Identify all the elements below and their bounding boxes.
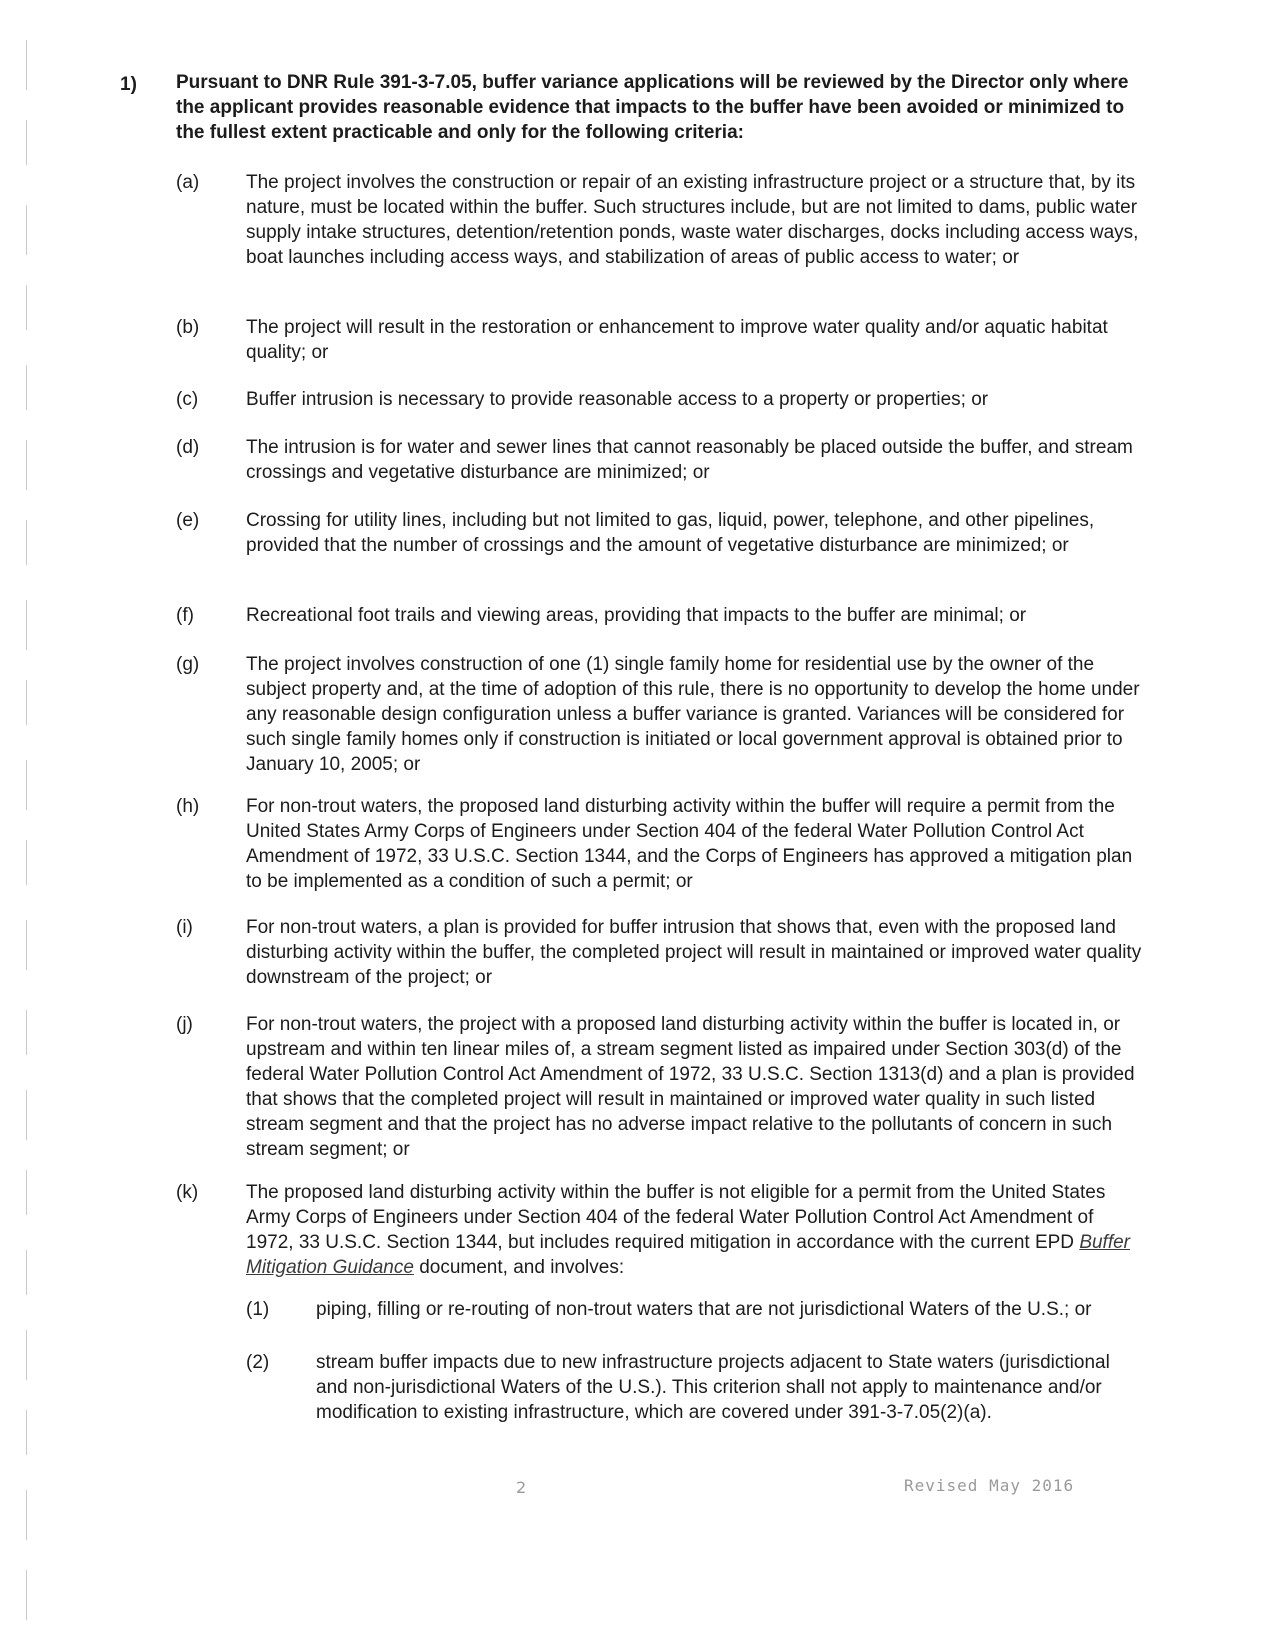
criterion-text-part: The proposed land disturbing activity within the buffer is not eligible for a permit from the United States Army Corps of Engineers under Section 404 of the federal Water Pollution Control Act Amendment of 1972, 33 U.S.C. Section 1344, but includes required mitigation in accordance with the current EPD — [246, 1182, 1106, 1253]
scan-edge-mark — [26, 680, 27, 725]
criterion-text-part: document, and involves: — [413, 1257, 625, 1278]
criterion-letter: (a) — [176, 172, 200, 193]
scan-edge-mark — [26, 1010, 27, 1055]
scan-edge-mark — [26, 1410, 27, 1455]
item-number: 1) — [120, 74, 137, 95]
scan-edge-mark — [26, 365, 27, 410]
scan-edge-mark — [26, 40, 27, 90]
criterion-text: Buffer intrusion is necessary to provide reasonable access to a property or properties; or — [246, 389, 989, 410]
buffer-mitigation-guidance-link[interactable]: Buffer Mitigation Guidance — [246, 1232, 1131, 1278]
criterion-letter: (d) — [176, 437, 200, 458]
criterion-text: For non-trout waters, a plan is provided for buffer intrusion that shows that, even with the proposed land disturbing activity within the buffer, the completed project will result in maintained or improved water quality downstream of the project; or — [246, 917, 1142, 988]
criterion-text: Recreational foot trails and viewing areas, providing that impacts to the buffer are minimal; or — [246, 605, 1027, 626]
criterion-letter: (b) — [176, 317, 200, 338]
sub-criterion-text: piping, filling or re-routing of non-trout waters that are not jurisdictional Waters of the U.S.; or — [316, 1299, 1092, 1320]
criterion-letter: (f) — [176, 605, 194, 626]
criterion-text: The project involves the construction or repair of an existing infrastructure project or a structure that, by its nature, must be located within the buffer. Such structures include, but are not limited to dams, public water supply intake structures, detention/retention ponds, waste water discharges, docks including access ways, boat launches including access ways, and stabilization of areas of public access to water; or — [246, 172, 1139, 268]
sub-criterion-number: (1) — [246, 1299, 270, 1320]
criterion-text — [246, 1180, 1146, 1280]
item-heading: Pursuant to DNR Rule 391-3-7.05, buffer variance applications will be reviewed by the Director only where the applicant provides reasonable evidence that impacts to the buffer have been avoided or minimized to the fullest extent practicable and only for the following criteria: — [176, 72, 1129, 143]
sub-criterion-number: (2) — [246, 1352, 270, 1373]
scan-edge-mark — [26, 600, 27, 650]
scan-edge-mark — [26, 1570, 27, 1620]
criterion-letter: (i) — [176, 917, 193, 938]
criterion-letter: (h) — [176, 796, 200, 817]
scan-edge-mark — [26, 920, 27, 970]
criterion-text: The intrusion is for water and sewer lines that cannot reasonably be placed outside the buffer, and stream crossings and vegetative disturbance are minimized; or — [246, 437, 1133, 483]
scan-edge-mark — [26, 205, 27, 255]
scan-edge-mark — [26, 1250, 27, 1295]
criterion-letter: (c) — [176, 389, 199, 410]
scan-edge-mark — [26, 840, 27, 885]
scan-edge-mark — [26, 440, 27, 490]
page-number: 2 — [516, 1478, 527, 1497]
scan-edge-mark — [26, 760, 27, 810]
criterion-text: The project will result in the restoration or enhancement to improve water quality and/or aquatic habitat quality; or — [246, 317, 1108, 363]
scan-edge-mark — [26, 1330, 27, 1380]
revision-date: Revised May 2016 — [904, 1476, 1075, 1495]
scan-edge-mark — [26, 1490, 27, 1540]
scan-edge-mark — [26, 520, 27, 565]
scan-edge-mark — [26, 1090, 27, 1140]
criterion-letter: (e) — [176, 510, 200, 531]
scan-edge-mark — [26, 1170, 27, 1215]
scan-edge-marks — [0, 0, 40, 1650]
sub-criterion-text: stream buffer impacts due to new infrastructure projects adjacent to State waters (jurisdictional and non-jurisdictional Waters of the U.S.). This criterion shall not apply to maintenance and/or modification to existing infrastructure, which are covered under 391-3-7.05(2)(a). — [316, 1352, 1110, 1423]
scan-edge-mark — [26, 120, 27, 165]
criterion-text: For non-trout waters, the proposed land disturbing activity within the buffer will require a permit from the United States Army Corps of Engineers under Section 404 of the federal Water Pollution Control Act Amendment of 1972, 33 U.S.C. Section 1344, and the Corps of Engineers has approved a mitigation plan to be implemented as a condition of such a permit; or — [246, 796, 1133, 892]
scan-edge-mark — [26, 285, 27, 330]
criterion-letter: (k) — [176, 1182, 199, 1203]
criterion-text: Crossing for utility lines, including but not limited to gas, liquid, power, telephone, and other pipelines, provided that the number of crossings and the amount of vegetative disturbance are minimized; or — [246, 510, 1095, 556]
criterion-text: The project involves construction of one (1) single family home for residential use by the owner of the subject property and, at the time of adoption of this rule, there is no opportunity to develop the home under any reasonable design configuration unless a buffer variance is granted. Variances will be considered for such single family homes only if construction is initiated or local government approval is obtained prior to January 10, 2005; or — [246, 654, 1140, 775]
criterion-letter: (j) — [176, 1014, 193, 1035]
criterion-text: For non-trout waters, the project with a proposed land disturbing activity within the buffer is located in, or upstream and within ten linear miles of, a stream segment listed as impaired under Section 303(d) of the federal Water Pollution Control Act Amendment of 1972, 33 U.S.C. Section 1313(d) and a plan is provided that shows that the completed project will result in maintained or improved water quality in such listed stream segment and that the project has no adverse impact relative to the pollutants of concern in such stream segment; or — [246, 1014, 1135, 1160]
criterion-letter: (g) — [176, 654, 200, 675]
